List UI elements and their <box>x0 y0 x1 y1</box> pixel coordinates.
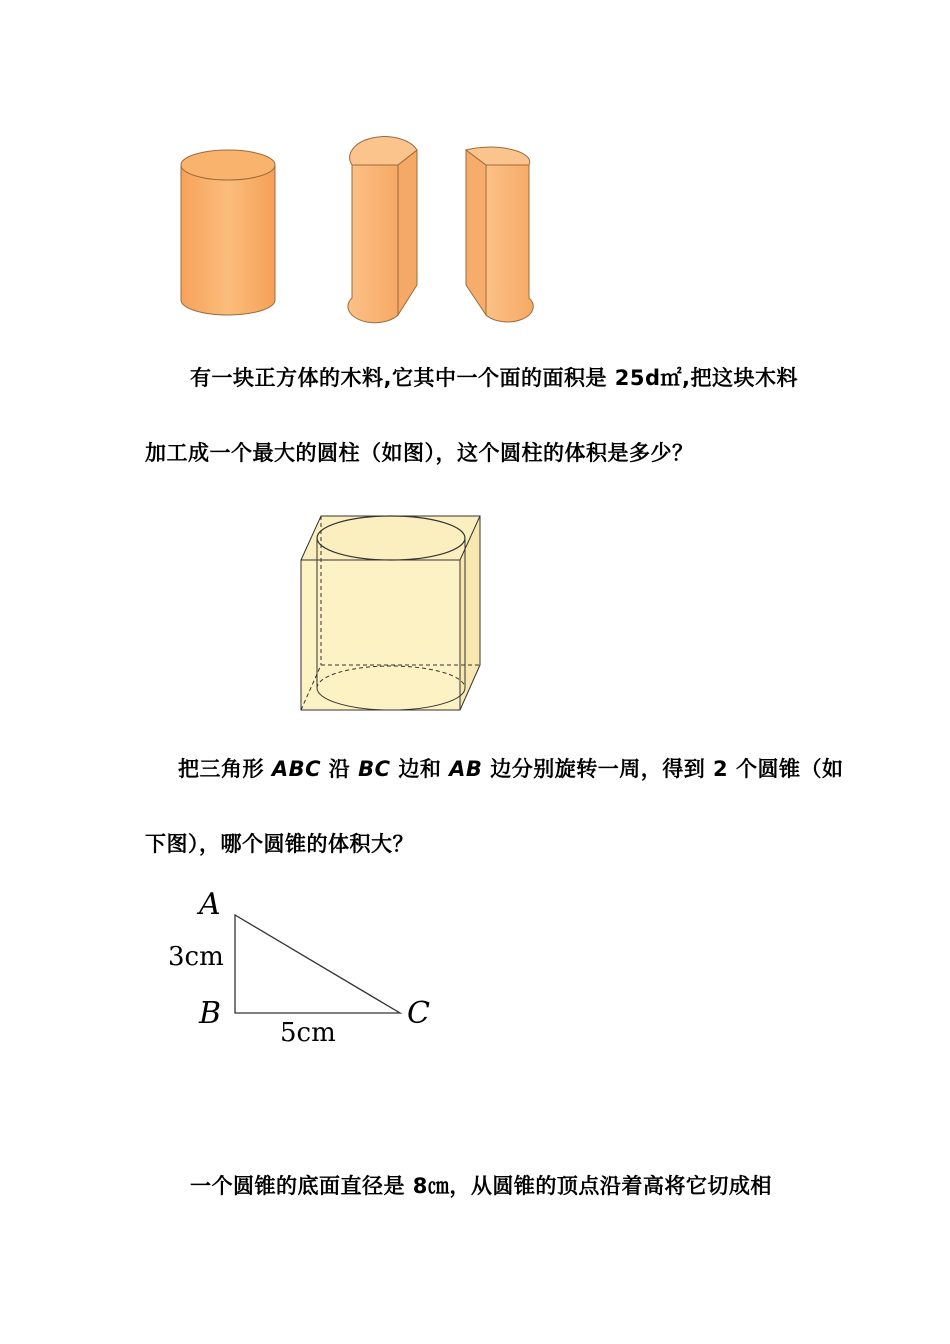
problem2-text-b: 沿 <box>320 757 359 781</box>
right-half-cylinder <box>466 147 533 322</box>
cube-cylinder-figure <box>295 510 490 715</box>
problem2-text-c: 边和 <box>390 757 450 781</box>
side-label-bc: 5cm <box>280 1018 336 1048</box>
problem2-line1 <box>178 753 843 783</box>
left-half-cylinder <box>348 137 417 323</box>
problem1-line2: 加工成一个最大的圆柱（如图），这个圆柱的体积是多少？ <box>145 441 694 465</box>
side-label-ab: 3cm <box>168 942 224 972</box>
problem2-text-a: 把三角形 <box>178 757 272 781</box>
problem2-label-abc: ABC <box>271 757 321 781</box>
vertex-label-c: C <box>407 996 430 1031</box>
cylinder-halves-figure <box>160 130 560 330</box>
problem2-line2: 下图），哪个圆锥的体积大？ <box>145 832 414 856</box>
problem2-label-bc: BC <box>358 757 391 781</box>
vertex-label-b: B <box>199 996 222 1031</box>
problem3-line1: 一个圆锥的底面直径是 8㎝，从圆锥的顶点沿着高将它切成相 <box>190 1174 772 1198</box>
problem2-text-d: 边分别旋转一周，得到 2 个圆锥（如 <box>482 757 844 781</box>
vertex-label-a: A <box>199 887 221 922</box>
whole-cylinder <box>181 150 275 315</box>
problem2-label-ab: AB <box>449 757 483 781</box>
problem1-line1: 有一块正方体的木料,它其中一个面的面积是 25d㎡,把这块木料 <box>190 366 799 390</box>
